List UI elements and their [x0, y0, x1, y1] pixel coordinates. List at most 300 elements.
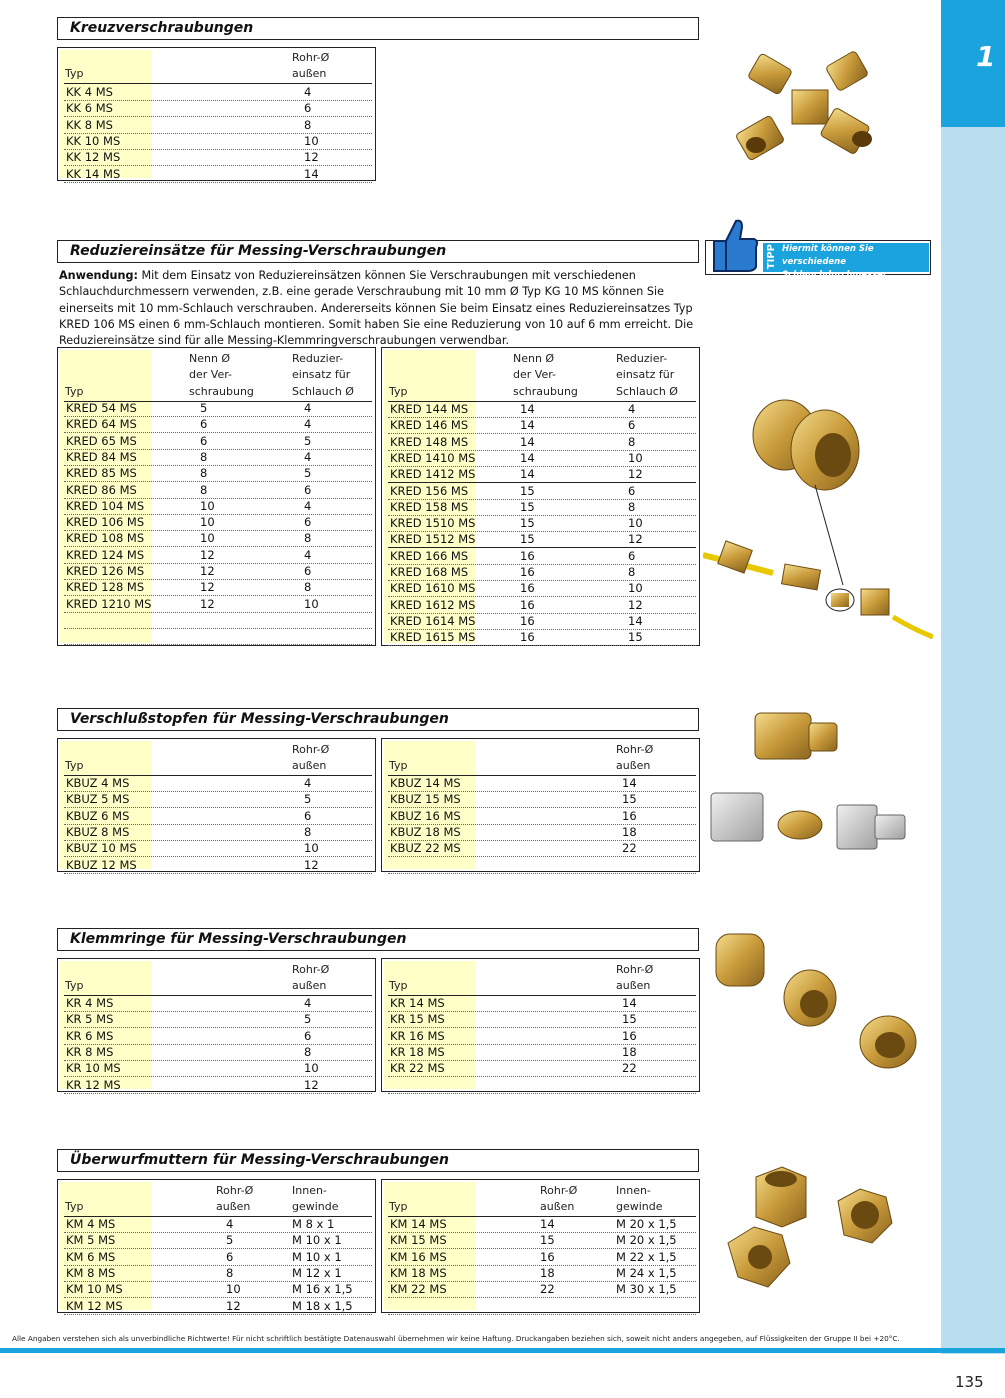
cell-value: M 12 x 1	[292, 1265, 342, 1280]
cell-value: 6	[304, 101, 312, 116]
cell-typ: KBUZ 8 MS	[66, 824, 130, 839]
cell-typ: KRED 1210 MS	[66, 596, 152, 611]
table-row	[64, 1249, 372, 1266]
table-row	[388, 1298, 696, 1315]
table-row	[64, 596, 372, 613]
cell-value: 5	[226, 1233, 234, 1248]
cell-value: 8	[200, 482, 208, 497]
cell-value: 6	[200, 433, 208, 448]
cell-value: 8	[304, 117, 312, 132]
cell-value: M 24 x 1,5	[616, 1265, 677, 1280]
table-row	[388, 434, 696, 451]
cell-typ: KRED 64 MS	[66, 417, 137, 432]
cell-value: 8	[200, 466, 208, 481]
cell-value: 16	[520, 597, 535, 612]
cell-value: 5	[200, 401, 208, 415]
plug-image	[705, 705, 915, 855]
cell-value: 5	[304, 792, 312, 807]
header-rohr: Rohr-Ø	[216, 1184, 254, 1197]
cell-typ: KR 6 MS	[66, 1028, 114, 1043]
cell-typ: KR 22 MS	[390, 1061, 445, 1076]
cell-value: 16	[540, 1249, 555, 1264]
table-row	[388, 995, 696, 1012]
cell-value: M 20 x 1,5	[616, 1233, 677, 1248]
table-row	[388, 1249, 696, 1266]
cell-value: 14	[520, 467, 535, 482]
table-row	[64, 791, 372, 808]
table-row	[388, 791, 696, 808]
table-row	[64, 1011, 372, 1028]
table-row	[388, 417, 696, 434]
cell-value: 6	[628, 418, 636, 433]
cell-value: 4	[304, 547, 312, 562]
cell-typ: KK 14 MS	[66, 166, 121, 181]
table-row	[388, 515, 696, 532]
cell-typ: KRED 1512 MS	[390, 532, 476, 547]
table-row	[388, 450, 696, 467]
cell-value: 15	[520, 483, 535, 498]
header-schraubung: schraubung	[513, 385, 578, 398]
header-typ: Typ	[389, 759, 408, 772]
section-title-kreuz: Kreuzverschraubungen	[57, 17, 699, 40]
cell-typ: KM 4 MS	[66, 1217, 116, 1231]
cell-value: 8	[226, 1265, 234, 1280]
cell-typ: KRED 146 MS	[390, 418, 469, 433]
cell-typ: KM 8 MS	[66, 1265, 116, 1280]
cell-value: 10	[628, 516, 643, 531]
table-row	[64, 149, 372, 166]
header-typ: Typ	[65, 979, 84, 992]
cell-typ: KBUZ 5 MS	[66, 792, 130, 807]
cell-typ: KR 5 MS	[66, 1012, 114, 1027]
cell-value: 6	[200, 417, 208, 432]
table-row	[388, 1216, 696, 1233]
cell-typ: KRED 126 MS	[66, 564, 145, 578]
cell-value: 18	[540, 1265, 555, 1280]
reducer-insert-image	[703, 395, 933, 645]
cell-value: 14	[540, 1217, 555, 1231]
table-row	[64, 612, 372, 629]
table-row	[64, 433, 372, 450]
cell-value: 10	[304, 133, 319, 148]
cell-typ: KBUZ 14 MS	[390, 776, 461, 790]
header-typ: Typ	[65, 67, 84, 80]
table-row	[64, 579, 372, 596]
header-typ: Typ	[65, 385, 84, 398]
header-einsatz: einsatz für	[616, 368, 675, 381]
cell-typ: KK 10 MS	[66, 133, 121, 148]
cell-typ: KR 4 MS	[66, 996, 114, 1010]
cell-typ: KRED 108 MS	[66, 531, 145, 546]
cell-value: 12	[628, 467, 643, 482]
sidebar	[941, 0, 1005, 1354]
cell-typ: KBUZ 18 MS	[390, 824, 461, 839]
cell-typ: KM 18 MS	[390, 1265, 447, 1280]
table-km-left	[57, 1179, 376, 1313]
table-row	[64, 482, 372, 499]
table-row	[388, 466, 696, 483]
table-row	[388, 548, 696, 565]
header-aussen: außen	[540, 1200, 575, 1213]
table-row	[64, 1060, 372, 1077]
table-row	[64, 133, 372, 150]
table-kreuz	[57, 47, 376, 181]
table-kbuz-right	[381, 738, 700, 872]
footnote: Alle Angaben verstehen sich als unverbindliche Richtwerte! Für nicht schriftlich bestätigte Datenauswahl übernehmen wir keine Haftung. Druckangaben beziehen sich, soweit nicht anders angegeben, auf Flüssigkeiten der Gruppe II bei +20°C.	[12, 1334, 900, 1343]
cell-typ: KR 15 MS	[390, 1012, 445, 1027]
tip-text: Hiermit können Sie verschiedene Schlauchdurchmesser montieren!	[782, 244, 888, 293]
table-row	[64, 1298, 372, 1315]
cell-value: 5	[304, 433, 312, 448]
cell-typ: KM 6 MS	[66, 1249, 116, 1264]
table-row	[388, 1028, 696, 1045]
table-row	[64, 166, 372, 183]
cell-value: 6	[226, 1249, 234, 1264]
header-typ: Typ	[65, 1200, 84, 1213]
cell-value: 4	[304, 401, 312, 415]
cell-value: 16	[622, 808, 637, 823]
section-title-kred: Reduziereinsätze für Messing-Verschraubungen	[57, 240, 699, 263]
header-aussen: außen	[292, 759, 327, 772]
cell-typ: KR 10 MS	[66, 1061, 121, 1076]
table-row	[388, 808, 696, 825]
cell-typ: KR 18 MS	[390, 1044, 445, 1059]
table-row	[64, 547, 372, 564]
cell-value: 14	[520, 450, 535, 465]
cell-value: 12	[226, 1298, 241, 1313]
anwendung-text: Mit dem Einsatz von Reduziereinsätzen können Sie Verschraubungen mit verschiedenen Schlauchdurchmessern verwenden, z.B. eine gerade Verschraubung mit 10 mm Ø Typ KG 10 MS können Sie einerseits mit 10 mm-Schlauch verschrauben. Andererseits können Sie beim Einsatz eines Reduziereinsatzes Typ KRED 106 MS einen 6 mm-Schlauch montieren. Somit haben Sie eine Reduzierung von 10 auf 6 mm erreicht. Die Reduziereinsätze sind für alle Messing-Klemmringverschraubungen verwendbar.	[59, 269, 694, 348]
table-row	[64, 514, 372, 531]
page-number: 135	[955, 1373, 984, 1391]
tip-box	[705, 240, 931, 293]
table-row	[64, 995, 372, 1012]
cell-value: 12	[200, 580, 215, 595]
header-rohr: Rohr-Ø	[292, 963, 330, 976]
header-schlauch: Schlauch Ø	[616, 385, 678, 398]
anwendung-paragraph	[59, 268, 699, 349]
cell-typ: KRED 86 MS	[66, 482, 137, 497]
cell-typ: KK 12 MS	[66, 150, 121, 165]
header-nenn: Nenn Ø	[513, 352, 555, 365]
cell-value: 12	[628, 532, 643, 547]
cell-typ: KRED 1410 MS	[390, 450, 476, 465]
cell-value: 16	[520, 548, 535, 563]
cell-value: 12	[200, 596, 215, 611]
header-rohr: Rohr-Ø	[292, 743, 330, 756]
cell-typ: KRED 1612 MS	[390, 597, 476, 612]
header-rohr: Rohr-Ø	[616, 743, 654, 756]
tip-label: TIPP	[766, 244, 777, 270]
cell-value: 6	[304, 482, 312, 497]
cell-value: 14	[520, 434, 535, 449]
cell-typ: KRED 128 MS	[66, 580, 145, 595]
header-reduzier: Reduzier-	[292, 352, 344, 365]
cell-typ: KK 4 MS	[66, 85, 113, 99]
clamp-ring-image	[710, 930, 920, 1070]
header-innen: Innen-	[616, 1184, 651, 1197]
cell-value: M 8 x 1	[292, 1217, 335, 1231]
cell-typ: KRED 104 MS	[66, 498, 145, 513]
header-innen: Innen-	[292, 1184, 327, 1197]
cell-typ: KBUZ 16 MS	[390, 808, 461, 823]
cell-typ: KRED 54 MS	[66, 401, 137, 415]
cell-typ: KM 5 MS	[66, 1233, 116, 1248]
cell-typ: KR 14 MS	[390, 996, 445, 1010]
table-row	[388, 499, 696, 516]
cell-value: 8	[628, 499, 636, 514]
header-rohr: Rohr-Ø	[616, 963, 654, 976]
cell-value: 6	[304, 515, 312, 530]
table-row	[64, 808, 372, 825]
cell-typ: KRED 1614 MS	[390, 613, 476, 628]
cell-typ: KK 8 MS	[66, 117, 113, 132]
table-row	[388, 857, 696, 874]
header-aussen: außen	[616, 759, 651, 772]
table-km-right	[381, 1179, 700, 1313]
table-row	[388, 597, 696, 614]
cell-value: 4	[304, 417, 312, 432]
anwendung-label: Anwendung:	[59, 269, 138, 282]
section-title-kr: Klemmringe für Messing-Verschraubungen	[57, 928, 699, 951]
header-schlauch: Schlauch Ø	[292, 385, 354, 398]
cell-typ: KM 12 MS	[66, 1298, 123, 1313]
table-row	[64, 449, 372, 466]
header-nenn: Nenn Ø	[189, 352, 231, 365]
cell-value: 16	[520, 630, 535, 645]
cell-typ: KRED 106 MS	[66, 515, 145, 530]
header-typ: Typ	[389, 385, 408, 398]
cell-value: 14	[520, 402, 535, 416]
table-row	[64, 775, 372, 792]
cross-fitting-image	[730, 45, 890, 170]
cell-value: 16	[622, 1028, 637, 1043]
cell-value: 8	[628, 565, 636, 579]
table-row	[388, 564, 696, 581]
table-row	[388, 483, 696, 500]
table-row	[388, 401, 696, 418]
cell-value: 8	[304, 531, 312, 546]
table-kred-right	[381, 347, 700, 646]
header-gewinde: gewinde	[292, 1200, 339, 1213]
cell-value: 18	[622, 824, 637, 839]
cell-value: M 10 x 1	[292, 1233, 342, 1248]
cell-typ: KBUZ 4 MS	[66, 776, 130, 790]
cell-value: M 30 x 1,5	[616, 1282, 677, 1297]
cell-value: 22	[622, 1061, 637, 1076]
cell-typ: KR 8 MS	[66, 1044, 114, 1059]
cell-typ: KRED 148 MS	[390, 434, 469, 449]
cell-value: 15	[622, 792, 637, 807]
table-row	[388, 580, 696, 597]
cell-value: 18	[622, 1044, 637, 1059]
cell-value: 14	[622, 996, 637, 1010]
cell-typ: KRED 156 MS	[390, 483, 469, 498]
cell-value: 15	[628, 630, 643, 645]
cell-value: 4	[628, 402, 636, 416]
table-row	[64, 857, 372, 874]
cell-value: 10	[628, 581, 643, 596]
union-nut-image	[720, 1163, 920, 1303]
header-der-ver: der Ver-	[189, 368, 232, 381]
cell-typ: KM 16 MS	[390, 1249, 447, 1264]
cell-typ: KRED 84 MS	[66, 449, 137, 464]
header-aussen: außen	[216, 1200, 251, 1213]
cell-value: 12	[304, 857, 319, 872]
cell-typ: KBUZ 12 MS	[66, 857, 137, 872]
cell-value: 15	[520, 516, 535, 531]
cell-value: 14	[628, 613, 643, 628]
cell-value: 8	[304, 824, 312, 839]
table-row	[64, 400, 372, 417]
table-row	[64, 1265, 372, 1282]
table-row	[64, 563, 372, 580]
table-row	[64, 840, 372, 857]
cell-value: 16	[520, 613, 535, 628]
cell-typ: KBUZ 6 MS	[66, 808, 130, 823]
header-schraubung: schraubung	[189, 385, 254, 398]
cell-typ: KR 12 MS	[66, 1077, 121, 1092]
table-kr-right	[381, 958, 700, 1092]
table-row	[388, 1060, 696, 1077]
cell-value: 15	[622, 1012, 637, 1027]
cell-typ: KRED 124 MS	[66, 547, 145, 562]
table-row	[64, 465, 372, 482]
cell-value: M 10 x 1	[292, 1249, 342, 1264]
table-row	[64, 84, 372, 101]
table-kred-left	[57, 347, 376, 646]
cell-value: 4	[304, 85, 312, 99]
section-title-km: Überwurfmuttern für Messing-Verschraubungen	[57, 1149, 699, 1172]
table-row	[64, 628, 372, 645]
table-row	[388, 613, 696, 630]
cell-value: 22	[540, 1282, 555, 1297]
cell-value: 14	[520, 418, 535, 433]
cell-value: 12	[200, 547, 215, 562]
table-row	[64, 416, 372, 433]
cell-value: 8	[304, 580, 312, 595]
cell-value: 8	[628, 434, 636, 449]
cell-value: 12	[304, 150, 319, 165]
cell-typ: KRED 158 MS	[390, 499, 469, 514]
cell-typ: KRED 144 MS	[390, 402, 469, 416]
cell-typ: KM 14 MS	[390, 1217, 447, 1231]
cell-value: 10	[226, 1282, 241, 1297]
header-rohr: Rohr-Ø	[292, 51, 330, 64]
table-row	[64, 1216, 372, 1233]
table-row	[64, 117, 372, 134]
header-rohr: Rohr-Ø	[540, 1184, 578, 1197]
header-typ: Typ	[65, 759, 84, 772]
table-row	[388, 1011, 696, 1028]
table-row	[64, 1077, 372, 1094]
cell-value: 5	[304, 466, 312, 481]
header-typ: Typ	[389, 1200, 408, 1213]
cell-typ: KRED 1510 MS	[390, 516, 476, 531]
cell-value: 4	[304, 776, 312, 790]
cell-value: 16	[520, 581, 535, 596]
cell-typ: KM 22 MS	[390, 1282, 447, 1297]
cell-value: M 20 x 1,5	[616, 1217, 677, 1231]
cell-value: 4	[304, 498, 312, 513]
table-row	[388, 824, 696, 841]
cell-value: 15	[520, 499, 535, 514]
cell-value: 6	[628, 483, 636, 498]
table-row	[388, 629, 696, 646]
cell-value: 8	[304, 1044, 312, 1059]
header-aussen: außen	[292, 67, 327, 80]
cell-value: 6	[628, 548, 636, 563]
cell-value: 10	[200, 531, 215, 546]
cell-typ: KRED 1615 MS	[390, 630, 476, 645]
cell-typ: KM 10 MS	[66, 1282, 123, 1297]
chapter-number: 1	[976, 40, 996, 73]
table-row	[388, 1281, 696, 1298]
cell-value: 12	[628, 597, 643, 612]
table-row	[64, 1232, 372, 1249]
cell-typ: KBUZ 22 MS	[390, 841, 461, 856]
cell-typ: KRED 166 MS	[390, 548, 469, 563]
cell-value: 4	[304, 996, 312, 1010]
cell-value: 15	[520, 532, 535, 547]
cell-typ: KRED 168 MS	[390, 565, 469, 579]
header-aussen: außen	[616, 979, 651, 992]
table-row	[64, 1028, 372, 1045]
footer-line	[0, 1348, 1005, 1353]
thumbs-up-icon	[712, 217, 760, 273]
cell-typ: KM 15 MS	[390, 1233, 447, 1248]
cell-value: 22	[622, 841, 637, 856]
cell-typ: KRED 1610 MS	[390, 581, 476, 596]
section-title-kbuz: Verschlußstopfen für Messing-Verschraubungen	[57, 708, 699, 731]
table-row	[388, 840, 696, 857]
cell-value: 10	[200, 515, 215, 530]
cell-value: 10	[628, 450, 643, 465]
header-reduzier: Reduzier-	[616, 352, 668, 365]
cell-value: 12	[200, 564, 215, 578]
table-row	[388, 1077, 696, 1094]
cell-value: 10	[304, 1061, 319, 1076]
table-row	[388, 775, 696, 792]
cell-typ: KRED 1412 MS	[390, 467, 476, 482]
cell-value: 4	[226, 1217, 234, 1231]
cell-value: 8	[200, 449, 208, 464]
table-row	[64, 824, 372, 841]
cell-value: 14	[622, 776, 637, 790]
header-einsatz: einsatz für	[292, 368, 351, 381]
cell-value: 10	[200, 498, 215, 513]
table-row	[388, 1232, 696, 1249]
header-gewinde: gewinde	[616, 1200, 663, 1213]
cell-typ: KBUZ 10 MS	[66, 841, 137, 856]
cell-typ: KBUZ 15 MS	[390, 792, 461, 807]
cell-typ: KRED 65 MS	[66, 433, 137, 448]
cell-typ: KK 6 MS	[66, 101, 113, 116]
cell-value: 5	[304, 1012, 312, 1027]
table-row	[388, 531, 696, 548]
table-kr-left	[57, 958, 376, 1092]
header-typ: Typ	[389, 979, 408, 992]
cell-value: 16	[520, 565, 535, 579]
header-aussen: außen	[292, 979, 327, 992]
cell-value: 10	[304, 841, 319, 856]
cell-value: 4	[304, 449, 312, 464]
cell-value: M 18 x 1,5	[292, 1298, 353, 1313]
table-row	[64, 1281, 372, 1298]
cell-value: 12	[304, 1077, 319, 1092]
cell-value: 6	[304, 808, 312, 823]
cell-value: 14	[304, 166, 319, 181]
cell-value: M 16 x 1,5	[292, 1282, 353, 1297]
